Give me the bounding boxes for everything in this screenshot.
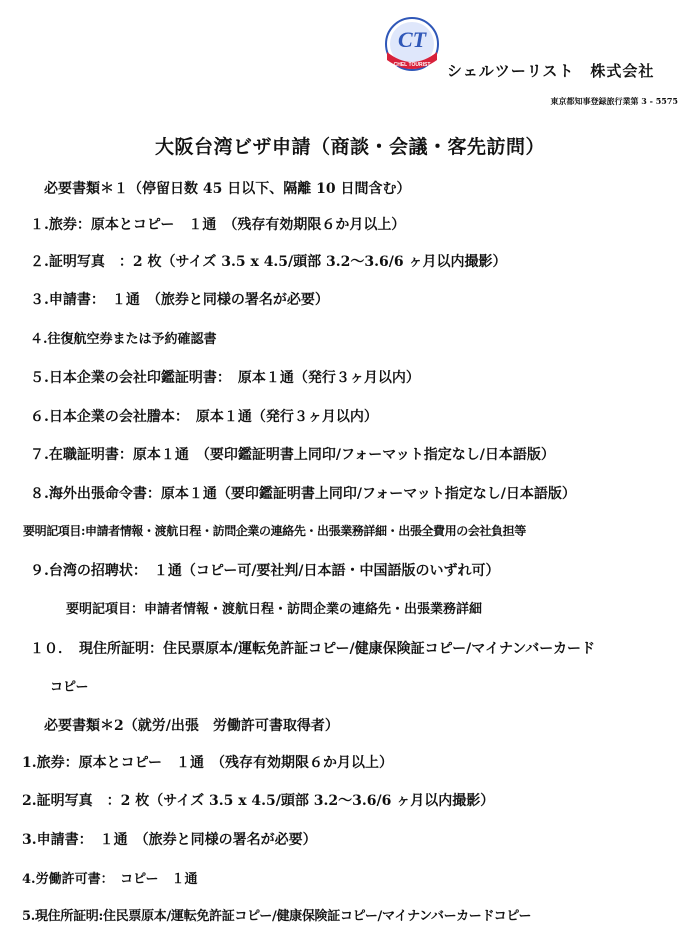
section1-item-10: １０． 現住所証明：住民票原本/運転免許証コピー/健康保険証コピー/マイナンバーカード (30, 641, 595, 657)
section1-item-10-continued: コピー (50, 680, 89, 695)
section1-item-4: ４.往復航空券または予約確認書 (30, 332, 217, 347)
section1-item-7: ７.在職証明書：原本１通 （要印鑑証明書上同印/フォーマット指定なし/日本語版） (30, 447, 555, 463)
logo-monogram: CT (397, 27, 427, 52)
document-title: 大阪台湾ビザ申請（商談・会議・客先訪問） (154, 136, 545, 158)
logo-ring-text: CHEL TOURIST (393, 62, 431, 68)
logo-graphic (379, 14, 445, 76)
section2-item-3: 3.申請書： １通 （旅券と同様の署名が必要） (22, 832, 317, 848)
section1-item-6: ６.日本企業の会社謄本： 原本１通（発行３ヶ月以内） (30, 409, 378, 425)
company-name: シェルツーリスト 株式会社 (447, 62, 655, 80)
section2-item-2: 2.証明写真 ：2 枚（サイズ 3.5 x 4.5/頭部 3.2〜3.6/6 ヶ月以内撮影） (22, 793, 495, 809)
section1-item-8: ８.海外出張命令書：原本１通（要印鑑証明書上同印/フォーマット指定なし/日本語版） (30, 486, 576, 502)
section2-heading: 必要書類＊2（就労/出張 労働許可書取得者） (44, 718, 339, 734)
section1-item-1: １.旅券：原本とコピー １通 （残存有効期限６か月以上） (30, 217, 406, 233)
section1-item-9-note: 要明記項目：申請者情報・渡航日程・訪問企業の連絡先・出張業務詳細 (66, 602, 483, 617)
section1-item-8-note: 要明記項目:申請者情報・渡航日程・訪問企業の連絡先・出張業務詳細・出張全費用の会社負担等 (23, 524, 526, 538)
section2-item-5: 5.現住所証明:住民票原本/運転免許証コピー/健康保険証コピー/マイナンバーカードコピー (22, 909, 532, 924)
company-logo-icon (379, 14, 445, 76)
travel-agency-registration: 東京都知事登録旅行業第 3 - 5575 (550, 96, 678, 106)
section2-item-1: 1.旅券：原本とコピー １通 （残存有効期限６か月以上） (22, 755, 394, 771)
section1-item-5: ５.日本企業の会社印鑑証明書： 原本１通（発行３ヶ月以内） (30, 370, 420, 386)
section1-item-9: ９.台湾の招聘状： １通（コピー可/要社判/日本語・中国語版のいずれ可） (30, 563, 500, 579)
section1-heading: 必要書類＊１（停留日数 45 日以下、隔離 10 日間含む） (44, 181, 411, 197)
section2-item-4: 4.労働許可書： コピー １通 (22, 872, 198, 887)
section1-item-3: ３.申請書： １通 （旅券と同様の署名が必要） (30, 292, 329, 308)
section1-item-2: ２.証明写真 ：2 枚（サイズ 3.5 x 4.5/頭部 3.2〜3.6/6 ヶ月以内撮影） (30, 254, 507, 270)
